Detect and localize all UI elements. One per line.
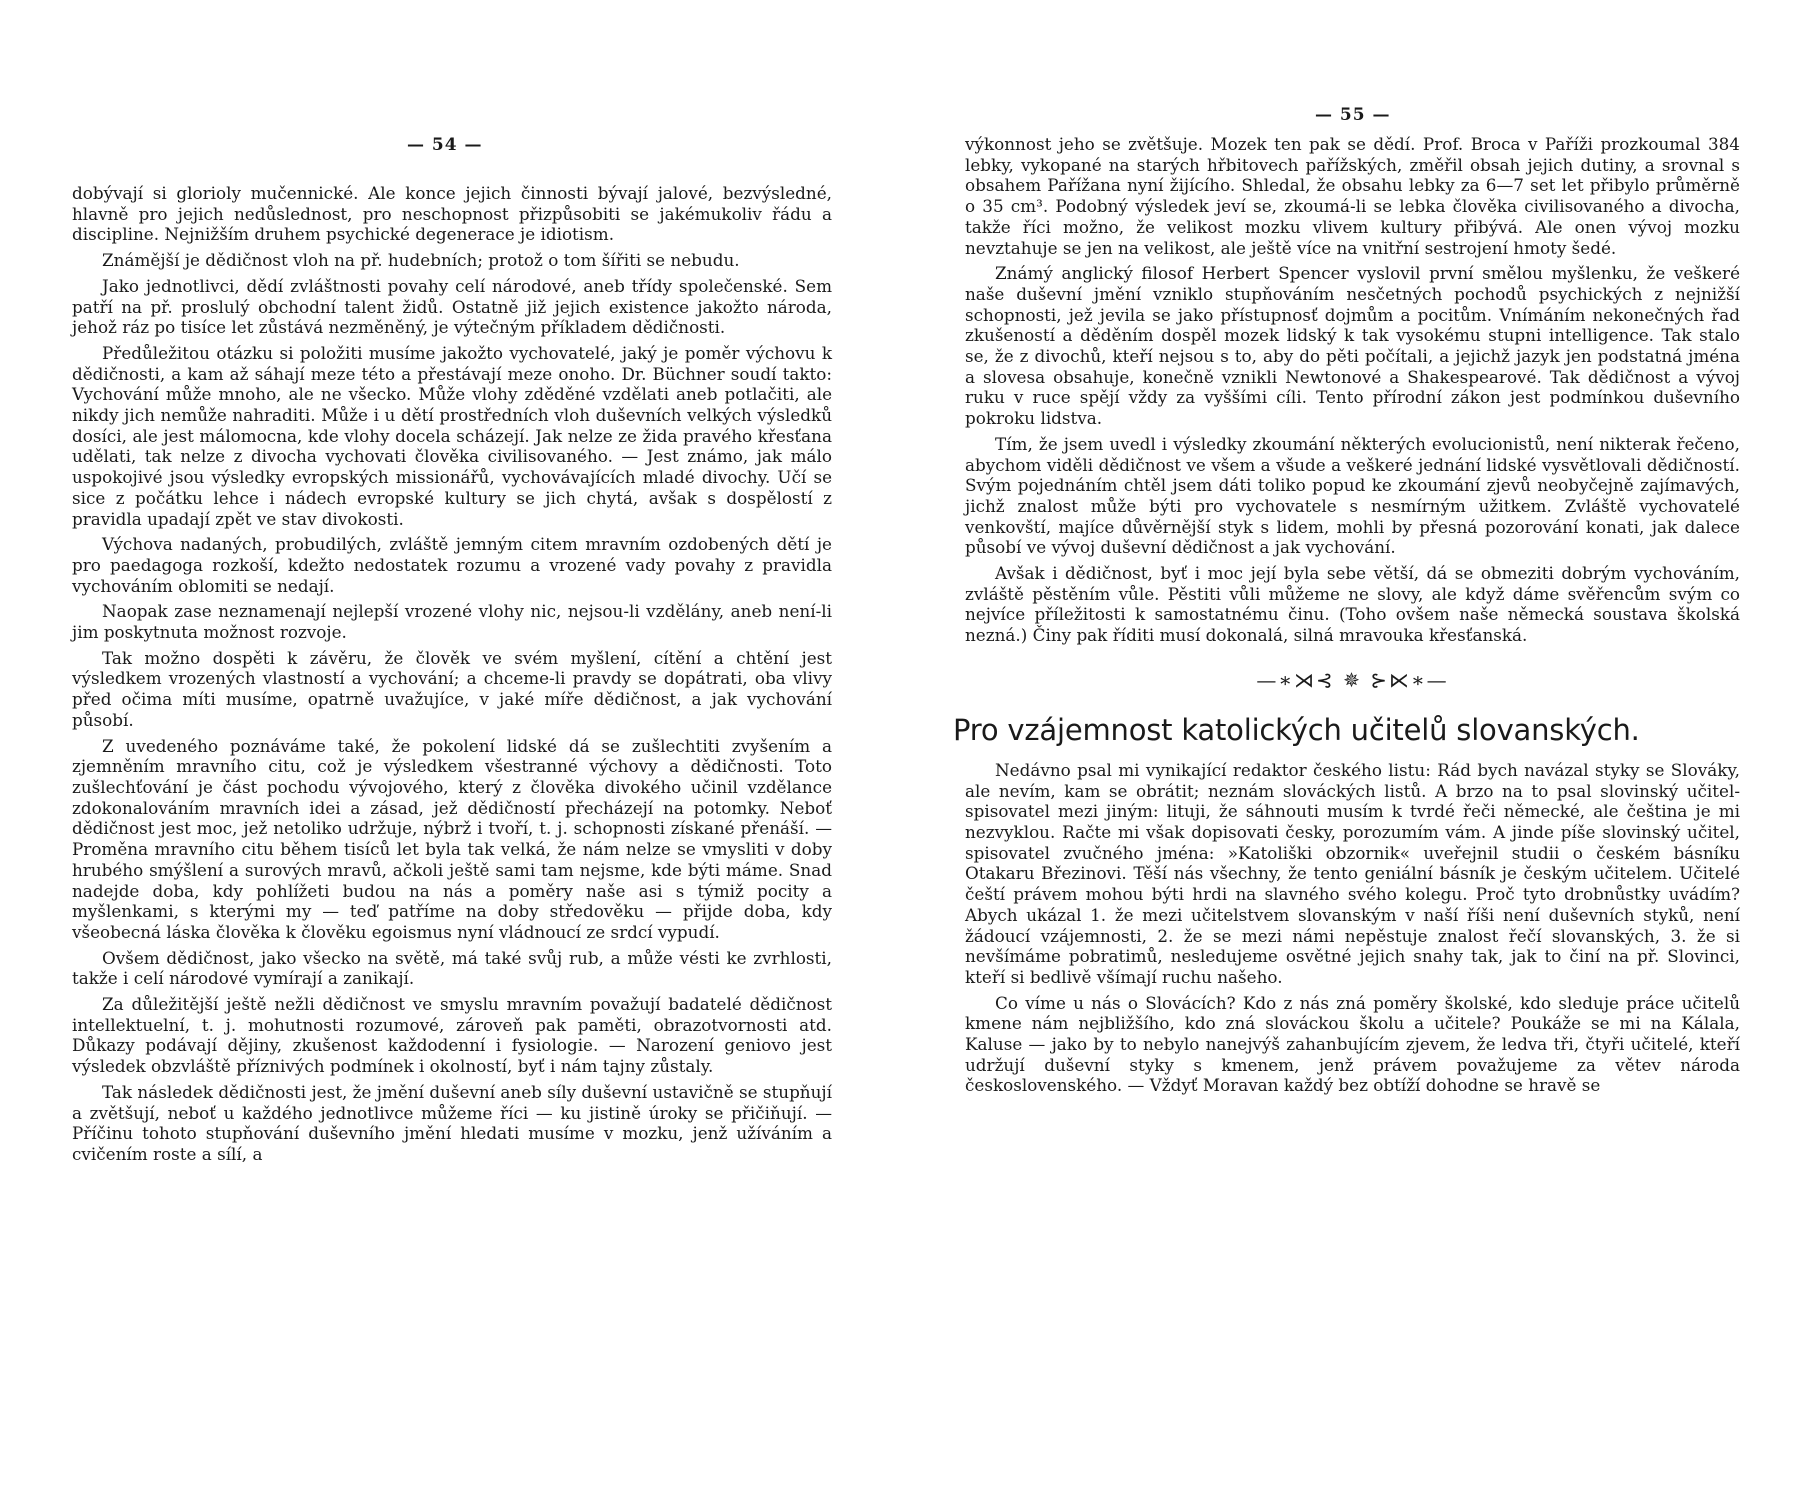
paragraph: Za důležitější ještě nežli dědičnost ve smyslu mravním považují badatelé dědičnost intellektuelní, t. j. mohutnosti rozumové, zároveň pak paměti, obrazotvornosti atd. Důkazy podávají dějiny, zkušenost každodenní i fysiologie. — Narození geniovo jest výsledek obzvláště příznivých podmínek i okolností, byť i nám tajny zůstaly. xyxy=(72,994,832,1077)
paragraph: Nedávno psal mi vynikající redaktor českého listu: Rád bych navázal styky se Slováky, ale nevím, kam se obrátit; neznám slováckých listů. A brzo na to psal slovinský učitel-spisovatel mezi jiným: lituji, že sáhnouti musím k tvrdé řeči německé, ale čeština je mi nezvyklou. Račte mi však dopisovati česky, porozumím vám. A jinde píše slovinský učitel, spisovatel zvučného jména: »Katoliški obzornik« uveřejnil studii o českém básníku Otakaru Březinovi. Těší nás všechny, že tento geniální básník je českým učitelem. Učitelé čeští právem mohou býti hrdi na slavného svého kolegu. Proč tyto drobnůstky uvádím? Abych ukázal 1. že mezi učitelstvem slovanským v naší říši není duševních styků, není žádoucí vzájemnosti, 2. že se mezi námi nepěstuje znalost řečí slovanských, 3. že si nevšímáme pobratimů, nesledujeme osvětné jejich snahy tak, jak to činí na př. Slovinci, kteří si bedlivě všímají ruchu našeho. xyxy=(965,759,1740,987)
paragraph: Tím, že jsem uvedl i výsledky zkoumání některých evolucionistů, není nikterak řečeno, abychom viděli dědičnost ve všem a všude a veškeré jednání lidské vysvětlovali dědičností. Svým pojednáním chtěl jsem dáti toliko popud ke zkoumání zjevů neobyčejně zajímavých, jichž znalost může býti pro vychovatele s nesmírným užitkem. Zvláště vychovatelé venkovští, majíce důvěrnější styk s lidem, mohli by přesná pozorování konati, jak dalece působí ve vývoj duševní dědičnost a jak vychování. xyxy=(965,433,1740,558)
paragraph: Tak možno dospěti k závěru, že člověk ve svém myšlení, cítění a chtění jest výsledkem vrozených vlastností a vychování; a chceme-li pravdy se dopátrati, oba vlivy před očima míti musíme, opatrně uvažujíce, v jaké míře dědičnost, a jak vychování působí. xyxy=(72,647,832,730)
section-divider-ornament: —∗⋊⊰ ✵ ⊱⋉∗— xyxy=(1256,667,1449,692)
paragraph: Co víme u nás o Slovácích? Kdo z nás zná poměry školské, kdo sleduje práce učitelů kmene nám nejbližšího, kdo zná slováckou školu a učitele? Poukáže se mi na Kálala, Kaluse — jako by to nebylo nanejvýš zahanbujícím zjevem, že ledva tři, čtyři učitelé, kteří udržují duševní styky s kmenem, jenž právem považujeme za větev národa československého. — Vždyť Moravan každý bez obtíží dohodne se hravě se xyxy=(965,992,1740,1096)
paragraph: Známější je dědičnost vloh na př. hudebních; protož o tom šířiti se nebudu. xyxy=(102,250,740,271)
right-page xyxy=(953,0,1740,1500)
page-number: — 55 — xyxy=(1315,105,1391,125)
paragraph: Známý anglický filosof Herbert Spencer vyslovil první smělou myšlenku, že veškeré naše duševní jmění vzniklo stupňováním nesčetných pochodů psychických z nejnižší schopnosti, jež jevila se jako přístupnosť dojmům a pocitům. Vnímáním nekonečných řad zkušeností a děděním dospěl mozek lidský k tak vysokému stupni intelligence. Tak stalo se, že z divochů, kteří nejsou s to, aby do pěti počítali, a jejichž jazyk jen podstatná jména a slovesa obsahuje, konečně vznikli Newtonové a Shakespearové. Tak dědičnost a vývoj ruku v ruce spějí vždy za vyššími cíli. Tento přírodní zákon jest podmínkou duševního pokroku lidstva. xyxy=(965,263,1740,429)
paragraph: Naopak zase neznamenají nejlepší vrozené vlohy nic, nejsou-li vzdělány, aneb není-li jim poskytnuta možnost rozvoje. xyxy=(72,601,832,643)
paragraph: Tak následek dědičnosti jest, že jmění duševní aneb síly duševní ustavičně se stupňují a zvětšují, neboť u každého jednotlivce můžeme říci — ku jistině úroky se přičiňují. — Příčinu tohoto stupňování duševního jmění hledati musíme v mozku, jenž užíváním a cvičením roste a sílí, a xyxy=(72,1081,832,1164)
page-number: — 54 — xyxy=(407,135,483,155)
paragraph: Ovšem dědičnost, jako všecko na světě, má také svůj rub, a může vésti ke zvrhlosti, takže i celí národové vymírají a zanikají. xyxy=(72,947,832,989)
paragraph: dobývají si glorioly mučennické. Ale konce jejich činnosti bývají jalové, bezvýsledné, hlavně pro jejich nedůslednost, pro neschopnost přizpůsobiti se jakémukoliv řádu a discipline. Nejnižším druhem psychické degenerace je idiotism. xyxy=(72,183,832,245)
left-text-column xyxy=(72,183,832,1165)
paragraph: Avšak i dědičnost, byť i moc její byla sebe větší, dá se obmeziti dobrým vychováním, zvláště pěstěním vůle. Pěstiti vůli můžeme ne slovy, ale když dáme svěřencům svým co nejvíce příležitosti k samostatnému činu. (Toho ovšem naše německá soustava školská nezná.) Činy pak říditi musí dokonalá, silná mravouka křesťanská. xyxy=(965,563,1740,646)
right-text-column xyxy=(953,134,1740,1096)
paragraph: výkonnost jeho se zvětšuje. Mozek ten pak se dědí. Prof. Broca v Paříži prozkoumal 384 lebky, vykopané na starých hřbitovech pařížských, změřil obsah jejich dutiny, a srovnal s obsahem Pařížana nyní žijícího. Shledal, že obsahu lebky za 6—7 set let přibylo průměrně o 35 cm³. Podobný výsledek jeví se, zkoumá-li se lebka člověka civilisovaného a divocha, takže říci možno, že velikost mozku vlivem kultury přibývá. Ale onen vývoj mozku nevztahuje se jen na velikost, ale ještě více na vnitřní sestrojení hmoty šedé. xyxy=(965,134,1740,258)
paragraph: Výchova nadaných, probudilých, zvláště jemným citem mravním ozdobených dětí je pro paedagoga rozkoší, kdežto nedostatek rozumu a vrozené vady povahy z pravidla vychováním oblomiti se nedají. xyxy=(72,534,832,596)
article-title: Pro vzájemnost katolických učitelů slovanských. xyxy=(953,712,1640,747)
paragraph: Jako jednotlivci, dědí zvláštnosti povahy celí národové, aneb třídy společenské. Sem patří na př. proslulý obchodní talent židů. Ostatně již jejich existence jakožto národa, jehož ráz po tisíce let zůstává nezměněný, je výtečným příkladem dědičnosti. xyxy=(72,275,832,338)
paragraph: Předůležitou otázku si položiti musíme jakožto vychovatelé, jaký je poměr výchovu k dědičnosti, a kam až sáhají meze této a přestávají meze onoho. Dr. Büchner soudí takto: Vychování může mnoho, ale ne všecko. Může vlohy zděděné vzdělati aneb potlačiti, ale nikdy jich nemůže nahraditi. Může i u dětí prostředních vloh duševních velkých výsledků dosíci, ale jest málomocna, kde vlohy docela scházejí. Jak nelze ze žida pravého křesťana udělati, tak nelze z divocha vychovati člověka civilisovaného. — Jest známo, jak málo uspokojivé jsou výsledky evropských missionářů, vychovávajících mladé divochy. Učí se sice z počátku lehce i nádech evropské kultury se jich chytá, avšak s dospělostí z pravidla upadají zpět ve stav divokosti. xyxy=(72,342,832,529)
paragraph: Z uvedeného poznáváme také, že pokolení lidské dá se zušlechtiti zvyšením a zjemněním mravního citu, což je výsledkem všestranné výchovy a dědičnosti. Toto zušlechťování je část pochodu vývojového, který z člověka divokého učinil vzdělance zdokonalováním mravních idei a zásad, jež dědičností přecházejí na potomky. Neboť dědičnost jest moc, jež netoliko udržuje, nýbrž i tvoří, t. j. schopnosti získané přenáší. — Proměna mravního citu během tisíců let byla tak velká, že nám nelze se vmysliti v doby hrubého smýšlení a surových mravů, ačkoli ještě sami tam nejsme, kde býti máme. Snad nadejde doba, kdy pohlížeti budou na nás a poměry naše asi s týmiž pocity a myšlenkami, s kterými my — teď patříme na doby středověku — přijde doba, kdy všeobecná láska člověka k člověku egoismus nyní vládnoucí ze srdcí vypudí. xyxy=(72,735,832,942)
left-page xyxy=(72,0,832,1500)
